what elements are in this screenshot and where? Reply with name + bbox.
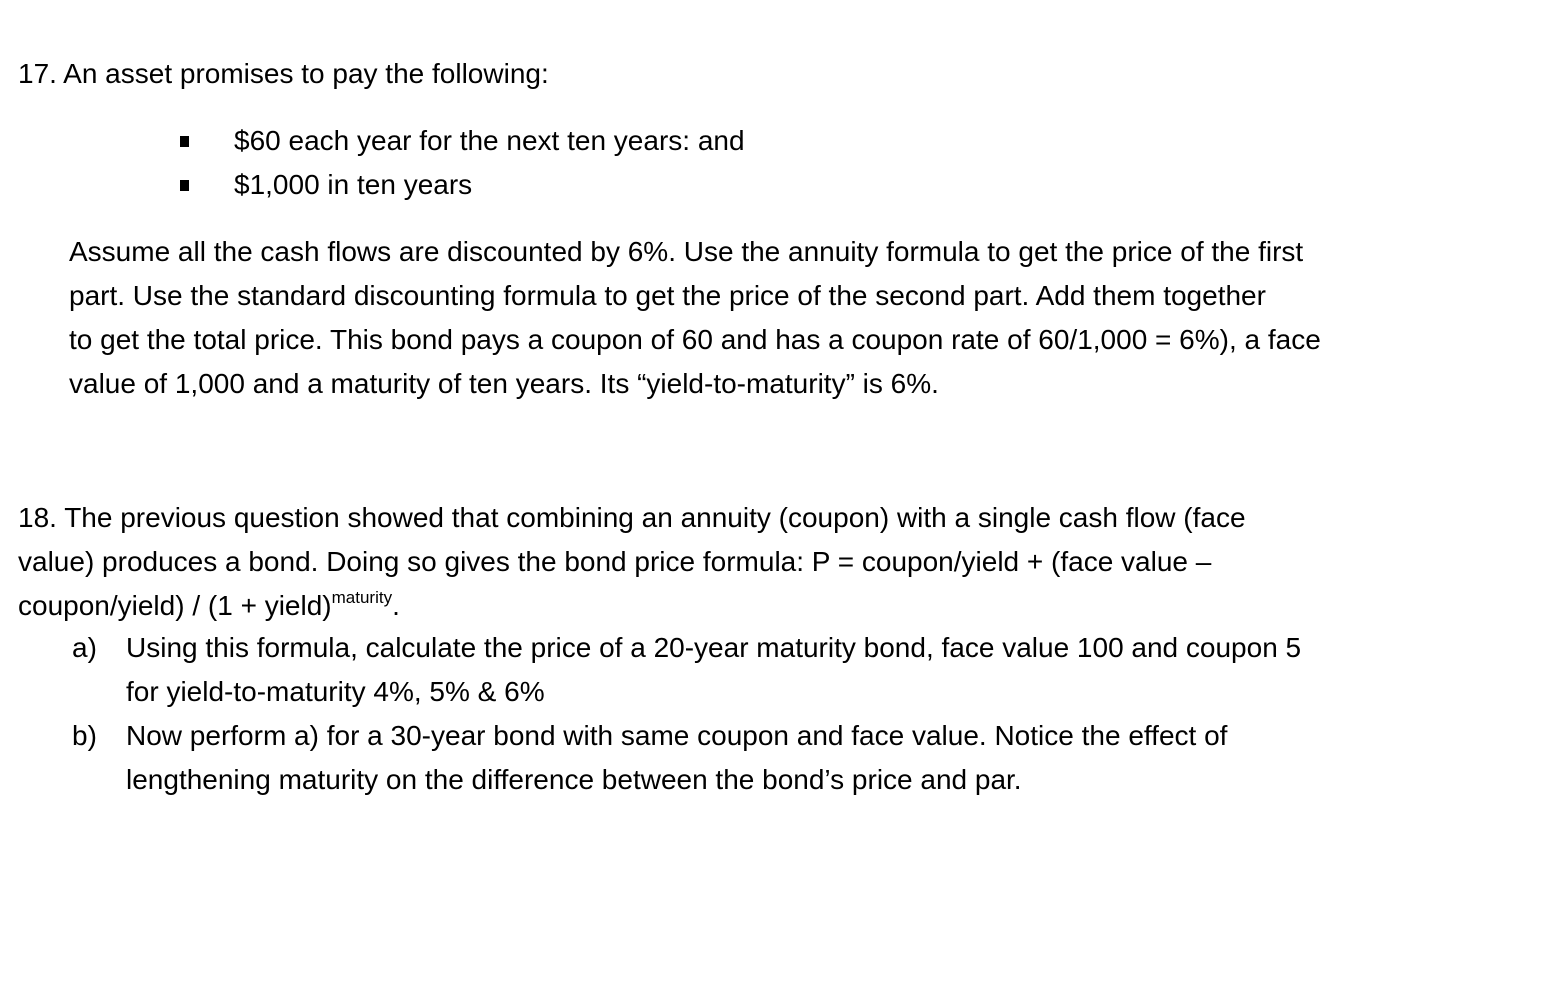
subitem-marker: b) xyxy=(72,720,97,751)
bullet-text: $60 each year for the next ten years: and xyxy=(234,125,745,156)
subitem-b xyxy=(72,714,1301,802)
question-17-heading: 17. An asset promises to pay the following: xyxy=(18,58,549,89)
subitem-line: lengthening maturity on the difference between the bond’s price and par. xyxy=(126,764,1022,795)
formula-text: coupon/yield) / (1 + yield) xyxy=(18,590,332,621)
paragraph-line: value of 1,000 and a maturity of ten years. Its “yield-to-maturity” is 6%. xyxy=(69,368,939,399)
paragraph-line: value) produces a bond. Doing so gives the bond price formula: P = coupon/yield + (face value – xyxy=(18,546,1212,577)
subitem-marker: a) xyxy=(72,632,97,663)
subitem-text xyxy=(126,626,1301,714)
question-17-paragraph xyxy=(69,230,1489,406)
paragraph-line: 18. The previous question showed that combining an annuity (coupon) with a single cash flow (face xyxy=(18,502,1246,533)
subitem-text xyxy=(126,714,1301,802)
square-bullet-icon xyxy=(180,180,189,191)
paragraph-line: part. Use the standard discounting formula to get the price of the second part. Add them together xyxy=(69,280,1266,311)
question-18-subitem-list xyxy=(72,626,1301,802)
formula-line xyxy=(18,584,1438,628)
question-18-paragraph xyxy=(18,496,1438,628)
subitem-line: Now perform a) for a 30-year bond with same coupon and face value. Notice the effect of xyxy=(126,720,1228,751)
bullet-text: $1,000 in ten years xyxy=(234,169,473,200)
formula-exponent: maturity xyxy=(331,588,393,607)
subitem-a xyxy=(72,626,1301,714)
subitem-line: for yield-to-maturity 4%, 5% & 6% xyxy=(126,676,545,707)
square-bullet-icon xyxy=(180,136,189,147)
paragraph-line: Assume all the cash flows are discounted by 6%. Use the annuity formula to get the price of the first xyxy=(69,236,1304,267)
subitem-line: Using this formula, calculate the price of a 20-year maturity bond, face value 100 and coupon 5 xyxy=(126,632,1302,663)
paragraph-line: to get the total price. This bond pays a coupon of 60 and has a coupon rate of 60/1,000 = 6%), a face xyxy=(69,324,1321,355)
formula-end: . xyxy=(392,590,400,621)
